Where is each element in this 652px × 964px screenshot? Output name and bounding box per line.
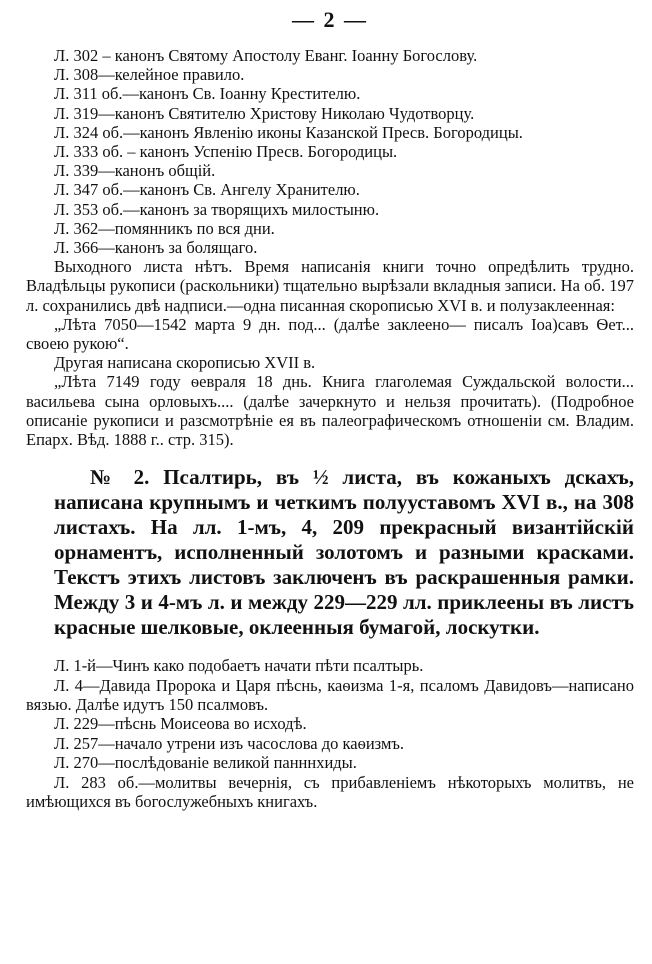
list-item: Л. 353 об.—канонъ за творящихъ милостыню. xyxy=(54,199,380,219)
inscription-quote: „Лѣта 7149 году ѳевраля 18 днь. Книга глаголемая Суждальской волости... васильева сына орловыхъ.... (далѣе зачеркнуто и нельзя прочитать). (Подробное описаніе рукописи и разсмотрѣніе ея въ палеографическомъ отношеніи см. Владим. Епарх. Вѣд. 1888 г.. стр. 315). xyxy=(26,372,634,450)
top-entries-list xyxy=(26,46,634,257)
list-item: Л. 319—канонъ Святителю Христову Николаю Чудотворцу. xyxy=(54,103,475,123)
list-item: Л. 347 об.—канонъ Св. Ангелу Хранителю. xyxy=(54,180,360,200)
list-item: Л. 270—послѣдованіе великой панннхиды. xyxy=(54,753,357,773)
description-paragraph: Другая написана скорописью XVII в. xyxy=(54,353,316,373)
list-item: Л. 362—помянникъ по вся дни. xyxy=(54,218,275,238)
manuscript-description xyxy=(26,257,634,449)
list-item: Л. 1-й—Чинъ како подобаетъ начати пѣти псалтырь. xyxy=(54,656,424,676)
list-item: Л. 308—келейное правило. xyxy=(54,65,245,85)
list-item: Л. 311 об.—канонъ Св. Іоанну Крестителю. xyxy=(54,84,361,104)
list-item: Л. 302 – канонъ Святому Апостолу Еванг. Іоанну Богослову. xyxy=(54,46,478,65)
list-item: Л. 283 об.—молитвы вечернія, съ прибавленіемъ нѣкоторыхъ молитвъ, не имѣющихся въ богослужебныхъ книгахъ. xyxy=(26,772,634,812)
list-item: Л. 257—начало утрени изъ часослова до каѳизмъ. xyxy=(54,733,405,753)
description-paragraph: Выходного листа нѣтъ. Время написанія книги точно опредѣлить трудно. Владѣльцы рукописи (раскольники) тщательно вырѣзали вкладныя записи. На об. 197 л. сохранились двѣ надписи.—одна писанная скорописью XVI в. и полузаклеенная: xyxy=(26,257,634,315)
list-item: Л. 4—Давида Пророка и Царя пѣснь, каѳизма 1-я, псаломъ Давидовъ—написано вязью. Далѣе идутъ 150 псалмовъ. xyxy=(26,675,634,715)
list-item: Л. 339—канонъ общій. xyxy=(54,161,216,181)
bottom-entries-list xyxy=(26,656,634,811)
section-heading-psalter: № 2. Псалтирь, въ ½ листа, въ кожаныхъ дскахъ, написана крупнымъ и четкимъ полууставомъ XVI в., на 308 листахъ. На лл. 1-мъ, 4, 209 прекрасный византійскій орнаментъ, исполненный золотомъ и разными красками. Текстъ этихъ листовъ заключенъ въ раскрашенныя рамки. Между 3 и 4-мъ л. и между 229—229 лл. приклеены въ листъ красные шелковые, оклеенныя бумагой, лоскутки. xyxy=(54,465,634,640)
list-item: Л. 366—канонъ за болящаго. xyxy=(54,238,258,258)
inscription-quote: „Лѣта 7050—1542 марта 9 дн. под... (далѣе заклеено— писалъ Іоа)савъ Ѳет... своею рукою“. xyxy=(26,314,634,354)
page-number: — 2 — xyxy=(292,7,368,32)
list-item: Л. 229—пѣснь Моисеова во исходѣ. xyxy=(54,714,307,734)
list-item: Л. 333 об. – канонъ Успенію Пресв. Богородицы. xyxy=(54,142,398,162)
list-item: Л. 324 об.—канонъ Явленію иконы Казанской Пресв. Богородицы. xyxy=(54,122,523,142)
